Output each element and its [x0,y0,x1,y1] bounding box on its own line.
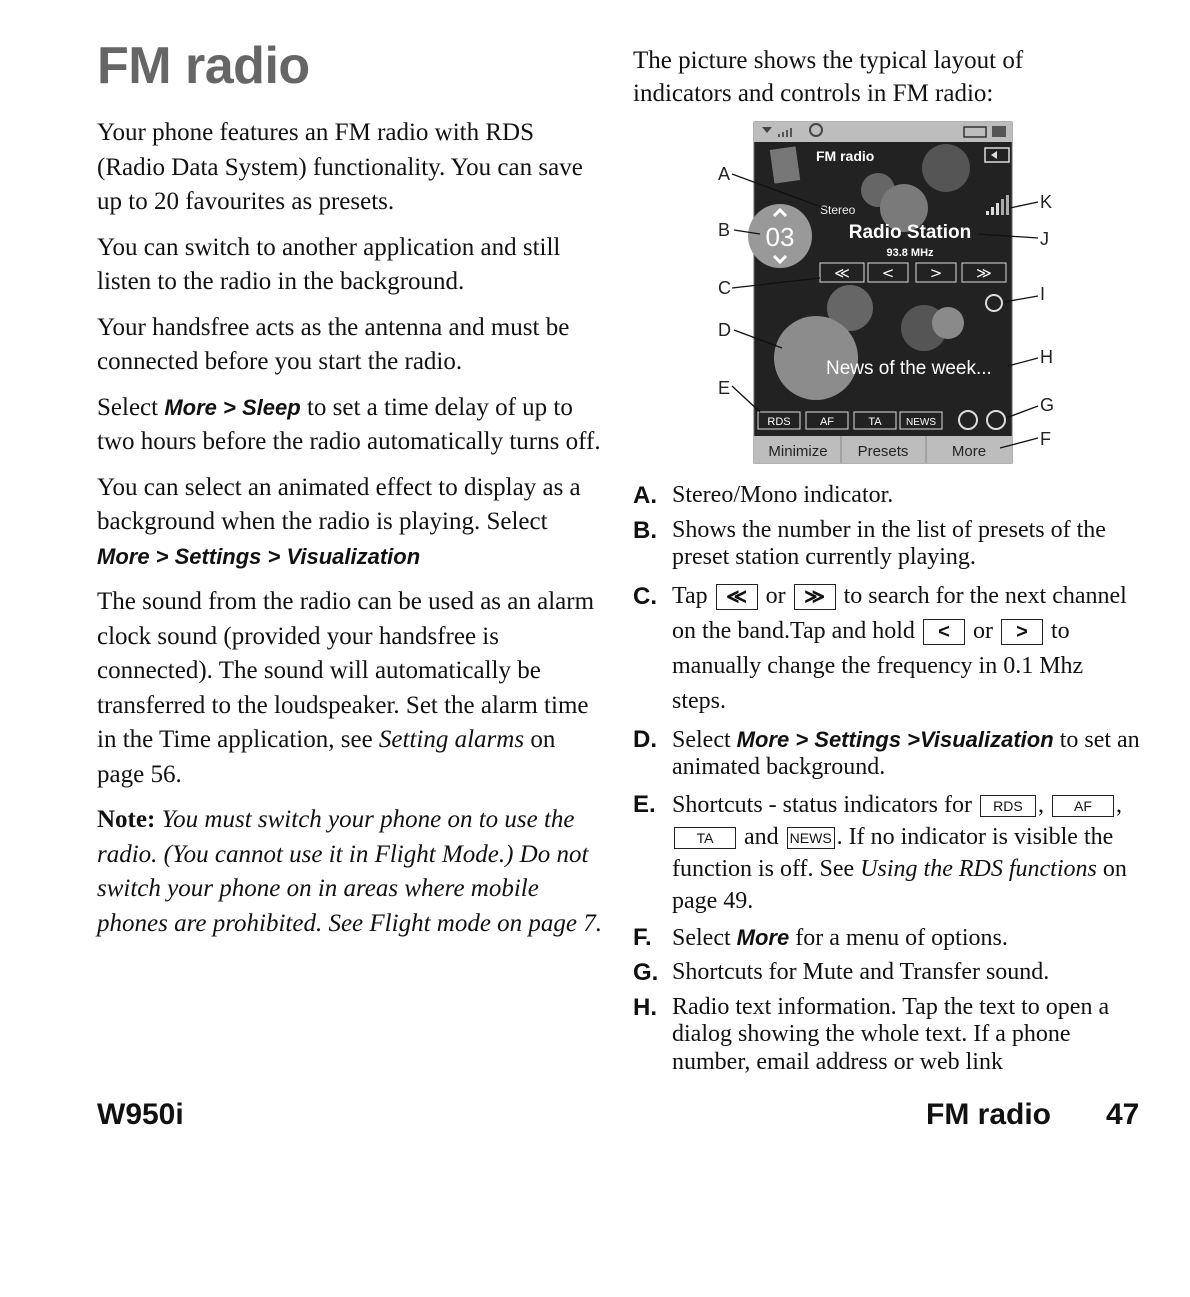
callout-b: B [718,220,731,240]
station-name: Radio Station [848,222,972,243]
af-label: AF [819,416,835,428]
item-letter: F. [633,923,652,951]
text: or [966,617,999,644]
bubble [922,144,970,192]
text: on page 56. [97,726,556,788]
callout-j: J [1040,229,1049,249]
stereo-indicator: Stereo [820,203,856,217]
legend-item-g [633,959,1143,987]
item-letter: H. [633,993,657,1021]
text: for a menu of options. [789,924,1008,951]
more-button[interactable]: More [951,443,987,460]
note-label: Note: [97,806,156,833]
af-key: AF [1052,795,1114,817]
connect-icon [992,126,1006,137]
app-title: FM radio [816,148,875,164]
text: Shortcuts - status indicators for [672,791,978,818]
paragraph-alarm [97,585,602,792]
item-text: Stereo/Mono indicator. [672,482,894,508]
presets-button[interactable]: Presets [857,443,909,460]
callout-d: D [718,320,731,340]
text: Select [672,726,737,753]
text: , [1037,791,1044,818]
paragraph-antenna: Your handsfree acts as the antenna and must be connected before you start the radio. [97,313,570,375]
legend-item-d [633,726,1143,782]
menu-path-sleep: More > Sleep [164,394,301,420]
callout-k: K [1040,192,1053,212]
fm-radio-screen [700,118,1070,468]
paragraph-intro: Your phone features an FM radio with RDS (Radio Data System) functionality. You can save up to 20 favourites as presets. [97,119,583,215]
signal-strength-icon [986,211,989,215]
figure-intro: The picture shows the typical layout of indicators and controls in FM radio: [633,47,1024,107]
text: or [759,582,792,609]
item-text: Radio text information. Tap the text to open a dialog showing the whole text. If a phone number, email address or web link [672,993,1110,1075]
text: , [1115,791,1122,818]
menu-path: More > Settings >Visualization [736,726,1054,752]
step-forward-key: > [1001,619,1043,645]
text: . If no indicator is visible the function is off. See [672,823,1114,882]
rds-key: RDS [980,795,1036,817]
step-back-label: < [881,264,895,282]
legend-item-h [633,994,1143,1077]
ta-label: TA [868,416,882,428]
item-text: Shows the number in the list of presets of the preset station currently playing. [672,516,1106,570]
item-letter: A. [633,482,657,509]
seek-forward-key: ≫ [794,584,836,610]
ta-key: TA [674,827,736,849]
item-text: Shortcuts for Mute and Transfer sound. [672,959,1050,985]
seek-back-label: ≪ [834,264,850,282]
signal-icon [778,134,780,137]
text: to search for the next channel on the band.Tap and hold [672,582,1127,644]
legend-item-f [633,924,1143,953]
phone-screenshot-figure [700,118,1070,468]
minimize-button[interactable]: Minimize [768,443,828,460]
text: You can select an animated effect to display as a background when the radio is playing. Select [97,473,581,535]
footer-section: FM radio [926,1098,1051,1131]
news-label: NEWS [906,417,936,428]
menu-path: More [736,924,790,950]
legend-item-e [633,789,1143,917]
note [97,803,602,941]
text: to set a time delay of up to two hours before the radio automatically turns off. [97,393,601,455]
left-column [97,116,602,952]
item-letter: C. [633,582,657,610]
paragraph-visualization [97,471,602,575]
item-text [672,726,1143,782]
text: on page 49. [672,855,1127,914]
seek-forward-label: ≫ [976,264,992,282]
frequency: 93.8 MHz [886,247,934,259]
text: Select [97,393,165,421]
callout-a: A [718,164,731,184]
footer-model: W950i [97,1098,184,1131]
preset-number: 03 [765,222,795,252]
rds-label: RDS [767,416,791,428]
step-back-key: < [923,619,965,645]
text: to set an animated background. [672,726,1140,780]
callout-g: G [1040,395,1055,415]
text: to manually change the frequency in 0.1 Mhz steps. [672,617,1084,714]
legend-item-b [633,517,1143,572]
news-key: NEWS [787,827,835,849]
seek-back-key: ≪ [716,584,758,610]
item-letter: B. [633,516,657,544]
radio-text[interactable]: News of the week... [826,358,992,379]
item-text [672,789,1143,917]
paragraph-sleep [97,391,602,460]
callout-c: C [718,278,731,298]
step-forward-label: > [929,264,943,282]
item-text [672,579,1143,719]
legend-list [633,482,1143,1083]
radio-app-icon [770,146,800,183]
paragraph-background: You can switch to another application and still listen to the radio in the background. [97,233,561,295]
note-text: You must switch your phone on to use the radio. (You cannot use it in Flight Mode.) Do not switch your phone on in areas where mobile phones are prohibited. See Flight mode on page 7. [97,806,603,937]
item-letter: E. [633,790,656,818]
menu-path-visualization: More > Settings > Visualization [97,543,421,569]
xref-setting-alarms: Setting alarms [378,726,525,753]
xref-rds-functions: Using the RDS functions [860,855,1097,882]
text: Select [672,924,737,951]
callout-h: H [1040,347,1053,367]
status-bar [754,122,1012,142]
legend-item-a [633,482,1143,510]
legend-item-c [633,579,1143,719]
text: and [738,823,785,850]
callout-e: E [718,378,731,398]
text: The sound from the radio can be used as an alarm clock sound (provided your handsfree is connected). The sound will automatically be transferred to the loudspeaker. Set the alarm time in the Time application, see [97,588,595,753]
item-letter: D. [633,725,657,753]
item-letter: G. [633,959,659,986]
callout-f: F [1040,429,1051,449]
page-number: 47 [1106,1098,1140,1131]
item-text [672,924,1143,953]
text: Tap [672,582,714,609]
callout-i: I [1040,284,1046,304]
page-title: FM radio [97,37,310,95]
